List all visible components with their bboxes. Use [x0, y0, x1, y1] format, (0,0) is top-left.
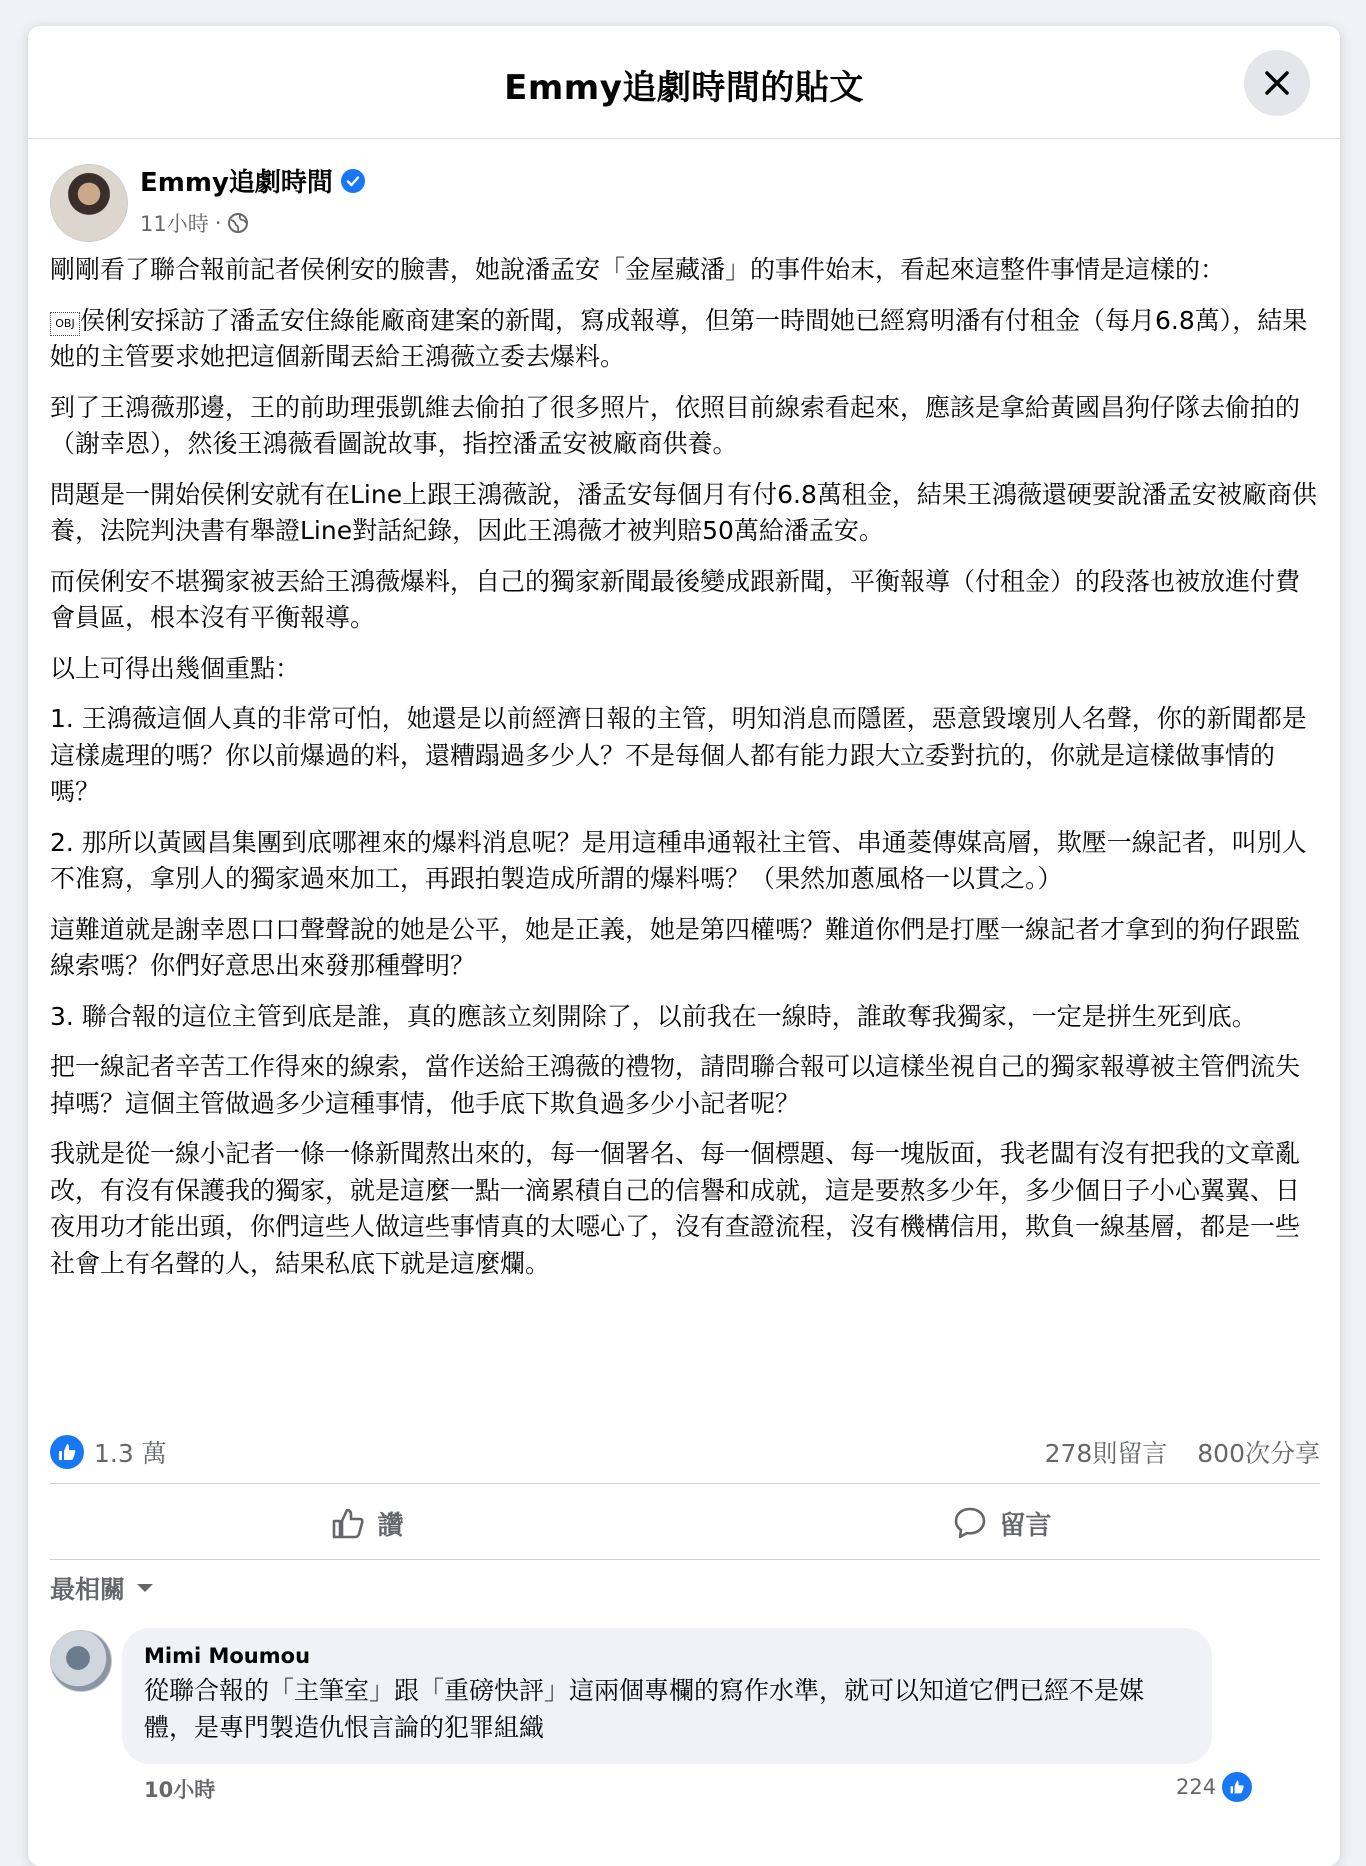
post-timestamp[interactable]: 11小時: [140, 212, 209, 236]
post-paragraph-2: [50, 303, 1320, 376]
post-actions: [50, 1486, 1320, 1560]
dialog-title: Emmy追劇時間的貼文: [504, 68, 864, 108]
post-paragraph-5: 而侯俐安不堪獨家被丟給王鴻薇爆料，自己的獨家新聞最後變成跟新聞，平衡報導（付租金）的段落也被放進付費會員區，根本沒有平衡報導。: [50, 566, 1301, 632]
commenter-avatar[interactable]: [50, 1630, 112, 1692]
like-reaction-icon: [50, 1435, 84, 1469]
post-paragraph-7: 1. 王鴻薇這個人真的非常可怕，她還是以前經濟日報的主管，明知消息而隱匿，惡意毀壞別人名聲，你的新聞都是這樣處理的嗎？你以前爆過的料，還糟蹋過多少人？不是每個人都有能力跟大立委對抗的，你就是這樣做事情的嗎？: [50, 704, 1307, 806]
comments-count[interactable]: 278則留言: [1044, 1439, 1168, 1468]
comment-bubble: [122, 1628, 1212, 1764]
globe-icon: [227, 212, 249, 234]
dialog-header: [28, 26, 1340, 139]
post-paragraph-9: 這難道就是謝幸恩口口聲聲說的她是公平，她是正義，她是第四權嗎？難道你們是打壓一線記者才拿到的狗仔跟監線索嗎？你們好意思出來發那種聲明？: [50, 914, 1301, 980]
meta-separator: ·: [214, 211, 222, 235]
divider-bottom: [50, 1559, 1320, 1560]
post-paragraph-6: 以上可得出幾個重點：: [50, 653, 301, 683]
emoji-placeholder-icon: OBJ: [50, 312, 80, 336]
like-button-label: 讚: [377, 1510, 404, 1541]
post-paragraph-2-text: 侯俐安採訪了潘孟安住綠能廠商建案的新聞，寫成報導，但第一時間她已經寫明潘有付租金（每月6.8萬），結果她的主管要求她把這個新聞丟給王鴻薇立委去爆料。: [50, 305, 1308, 371]
comment-bubble-icon: [953, 1506, 987, 1540]
close-icon: [1263, 69, 1291, 97]
comment-sort-dropdown[interactable]: [50, 1570, 155, 1606]
comment-like-icon: [1220, 1770, 1254, 1804]
comment-button[interactable]: [685, 1505, 1320, 1542]
shares-count[interactable]: 800次分享: [1197, 1439, 1320, 1468]
author-name-row: [140, 162, 365, 199]
post-paragraph-4: 問題是一開始侯俐安就有在Line上跟王鴻薇說，潘孟安每個月有付6.8萬租金，結果王鴻薇還硬要說潘孟安被廠商供養，法院判決書有舉證Line對話紀錄，因此王鴻薇才被判賠50萬給潘孟安。: [50, 479, 1317, 545]
post-text: [50, 252, 1320, 1296]
post-paragraph-3: 到了王鴻薇那邊，王的前助理張凱維去偷拍了很多照片，依照目前線索看起來，應該是拿給黃國昌狗仔隊去偷拍的（謝幸恩），然後王鴻薇看圖說故事，指控潘孟安被廠商供養。: [50, 392, 1301, 458]
post-meta: [140, 208, 249, 238]
author-name[interactable]: Emmy追劇時間: [140, 168, 333, 198]
engagement-counts: [1023, 1434, 1320, 1470]
commenter-name[interactable]: Mimi Moumou: [144, 1644, 311, 1668]
post-paragraph-8: 2. 那所以黃國昌集團到底哪裡來的爆料消息呢？是用這種串通報社主管、串通菱傳媒高層，欺壓一線記者，叫別人不准寫，拿別人的獨家過來加工，再跟拍製造成所謂的爆料嗎？（果然加蔥風格一以貫之。）: [50, 827, 1307, 893]
caret-down-icon: [135, 1581, 155, 1595]
post-paragraph-1: 剛剛看了聯合報前記者侯俐安的臉書，她說潘孟安「金屋藏潘」的事件始末，看起來這整件事情是這樣的：: [50, 255, 1226, 284]
comment-timestamp[interactable]: 10小時: [144, 1778, 216, 1802]
divider-top: [50, 1483, 1320, 1484]
comment-sort-label: 最相關: [50, 1575, 126, 1604]
comment-text: 從聯合報的「主筆室」跟「重磅快評」這兩個專欄的寫作水準，就可以知道它們已經不是媒體，是專門製造仇恨言論的犯罪組織: [144, 1676, 1145, 1742]
post-stats: [50, 1430, 1320, 1474]
reaction-count: 1.3 萬: [94, 1439, 167, 1468]
comment-like-count: 224: [1176, 1775, 1217, 1799]
comment-button-label: 留言: [999, 1510, 1052, 1541]
reaction-summary[interactable]: [50, 1434, 167, 1470]
thumbs-up-icon: [331, 1506, 365, 1540]
post-paragraph-11: 把一線記者辛苦工作得來的線索，當作送給王鴻薇的禮物，請問聯合報可以這樣坐視自己的獨家報導被主管們流失掉嗎？這個主管做過多少這種事情，他手底下欺負過多少小記者呢？: [50, 1052, 1301, 1118]
like-button[interactable]: [50, 1505, 685, 1542]
post-paragraph-10: 3. 聯合報的這位主管到底是誰，真的應該立刻開除了，以前我在一線時，誰敢奪我獨家，一定是拼生死到底。: [50, 1001, 1257, 1031]
verified-badge-icon: [341, 169, 365, 193]
author-avatar[interactable]: [50, 164, 128, 242]
comment-reactions[interactable]: [1176, 1770, 1254, 1804]
post-paragraph-12: 我就是從一線小記者一條一條新聞熬出來的，每一個署名、每一個標題、每一塊版面，我老闆有沒有把我的文章亂改，有沒有保護我的獨家，就是這麼一點一滴累積自己的信譽和成就，這是要熬多少年，多少個日子小心翼翼、日夜用功才能出頭，你們這些人做這些事情真的太噁心了，沒有查證流程，沒有機構信用，欺負一線基層，都是一些社會上有名聲的人，結果私底下就是這麼爛。: [50, 1139, 1301, 1278]
close-button[interactable]: [1244, 50, 1310, 116]
